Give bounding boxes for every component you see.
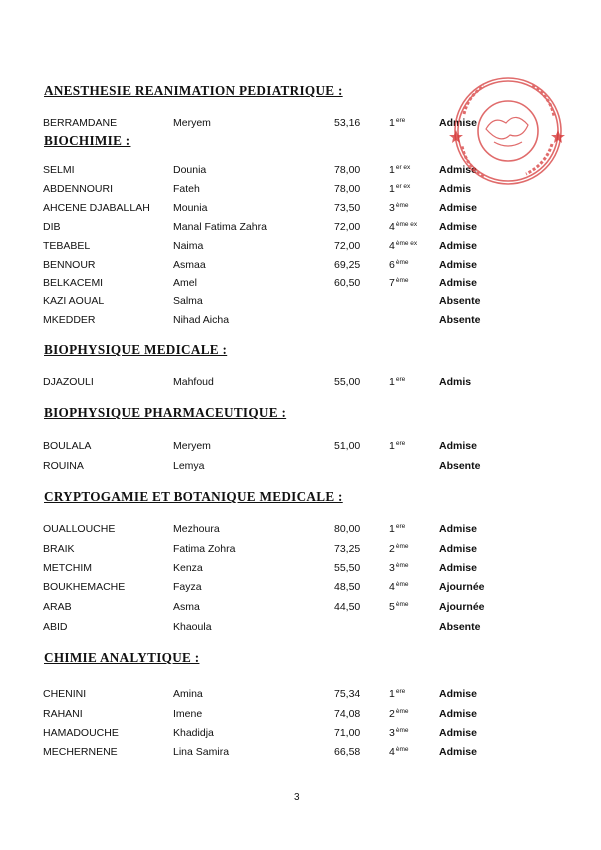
prenom: Asma (173, 601, 200, 613)
table-row (0, 295, 601, 311)
prenom: Fateh (173, 183, 200, 195)
rang: $4^{ème ex}$ (389, 240, 418, 252)
nom: DIB (43, 221, 61, 233)
prenom: Manal Fatima Zahra (173, 221, 267, 233)
table-row (0, 259, 601, 275)
table-row (0, 562, 601, 578)
resultat: Admise (439, 164, 477, 176)
prenom: Mahfoud (173, 376, 214, 388)
rang: 4ème (389, 581, 409, 593)
resultat: Admise (439, 117, 477, 129)
page-number: 3 (294, 792, 300, 803)
nom: SELMI (43, 164, 75, 176)
prenom: Meryem (173, 117, 211, 129)
note: 72,00 (334, 221, 361, 233)
note: 74,08 (334, 708, 361, 720)
nom: CHENINI (43, 688, 87, 700)
nom: BOULALA (43, 440, 92, 452)
prenom: Mezhoura (173, 523, 220, 535)
resultat: Admise (439, 523, 477, 535)
prenom: Salma (173, 295, 203, 307)
prenom: Asmaa (173, 259, 206, 271)
table-row (0, 460, 601, 476)
resultat: Ajournée (439, 601, 485, 613)
section-title-cryptogamie: CRYPTOGAMIE ET BOTANIQUE MEDICALE : (44, 489, 343, 504)
note: 71,00 (334, 727, 361, 739)
rang: 3ème (389, 202, 409, 214)
nom: BENNOUR (43, 259, 96, 271)
resultat: Absente (439, 460, 481, 472)
rang: 2ème (389, 543, 409, 555)
note: 78,00 (334, 183, 361, 195)
prenom: Fayza (173, 581, 202, 593)
prenom: Meryem (173, 440, 211, 452)
table-row (0, 688, 601, 704)
note: 78,00 (334, 164, 361, 176)
prenom: Dounia (173, 164, 207, 176)
note: 73,25 (334, 543, 361, 555)
resultat: Admise (439, 688, 477, 700)
resultat: Admise (439, 440, 477, 452)
nom: BOUKHEMACHE (43, 581, 126, 593)
rang: $4^{ème ex}$ (389, 221, 418, 233)
nom: DJAZOULI (43, 376, 94, 388)
resultat: Admise (439, 240, 477, 252)
nom: OUALLOUCHE (43, 523, 116, 535)
rang: 1ere (389, 117, 406, 129)
rang: 3ème (389, 727, 409, 739)
stamp-rings (455, 78, 561, 184)
resultat: Admis (439, 183, 472, 195)
note: 80,00 (334, 523, 361, 535)
resultat: Admise (439, 708, 477, 720)
note: 66,58 (334, 746, 361, 758)
prenom: Khadidja (173, 727, 214, 739)
table-row (0, 277, 601, 293)
prenom: Khaoula (173, 621, 212, 633)
rang: 4ème (389, 746, 409, 758)
resultat: Admise (439, 543, 477, 555)
table-row (0, 240, 601, 256)
prenom: Nihad Aicha (173, 314, 230, 326)
rang: 1ere (389, 376, 406, 388)
rang: 5ème (389, 601, 409, 613)
table-row (0, 708, 601, 724)
nom: BERRAMDANE (43, 117, 118, 129)
table-row (0, 746, 601, 762)
nom: HAMADOUCHE (43, 727, 119, 739)
nom: MECHERNENE (43, 746, 118, 758)
table-row (0, 621, 601, 637)
note: 51,00 (334, 440, 361, 452)
resultat: Admise (439, 259, 477, 271)
table-row (0, 440, 601, 456)
nom: ROUINA (43, 460, 84, 472)
rang: $1^{er ex}$ (389, 164, 411, 176)
rang: $1^{er ex}$ (389, 183, 411, 195)
prenom: Amel (173, 277, 197, 289)
prenom: Mounia (173, 202, 208, 214)
table-row (0, 727, 601, 743)
note: 44,50 (334, 601, 361, 613)
resultat: Admise (439, 562, 477, 574)
resultat: Absente (439, 621, 481, 633)
prenom: Lina Samira (173, 746, 230, 758)
rang: 1ere (389, 440, 406, 452)
note: 53,16 (334, 117, 361, 129)
nom: ABID (43, 621, 68, 633)
resultat: Admise (439, 746, 477, 758)
table-row (0, 202, 601, 218)
table-row (0, 314, 601, 330)
prenom: Fatima Zohra (173, 543, 236, 555)
table-row (0, 376, 601, 392)
note: 48,50 (334, 581, 361, 593)
nom: MKEDDER (43, 314, 96, 326)
prenom: Lemya (173, 460, 205, 472)
nom: ARAB (43, 601, 72, 613)
nom: AHCENE DJABALLAH (43, 202, 150, 214)
table-row (0, 581, 601, 597)
note: 60,50 (334, 277, 361, 289)
note: 55,50 (334, 562, 361, 574)
table-row (0, 221, 601, 237)
rang: 1ere (389, 688, 406, 700)
prenom: Amina (173, 688, 203, 700)
table-row (0, 601, 601, 617)
resultat: Absente (439, 295, 481, 307)
note: 55,00 (334, 376, 361, 388)
section-title-anesthesie: ANESTHESIE REANIMATION PEDIATRIQUE : (44, 83, 343, 98)
note: 73,50 (334, 202, 361, 214)
table-row (0, 523, 601, 539)
prenom: Naima (173, 240, 204, 252)
resultat: Admis (439, 376, 472, 388)
resultat: Admise (439, 727, 477, 739)
stamp-stars (449, 130, 565, 143)
official-stamp-icon (446, 74, 566, 189)
note: 72,00 (334, 240, 361, 252)
table-row (0, 543, 601, 559)
nom: RAHANI (43, 708, 83, 720)
resultat: Admise (439, 202, 477, 214)
note: 69,25 (334, 259, 361, 271)
nom: BELKACEMI (43, 277, 104, 289)
prenom: Imene (173, 708, 203, 720)
section-title-biophysique-pharmaceutique: BIOPHYSIQUE PHARMACEUTIQUE : (44, 405, 287, 420)
rang: 6ème (389, 259, 409, 271)
section-title-chimie-analytique: CHIMIE ANALYTIQUE : (44, 650, 200, 665)
rang: 3ème (389, 562, 409, 574)
note: 75,34 (334, 688, 361, 700)
resultat: Ajournée (439, 581, 485, 593)
resultat: Admise (439, 221, 477, 233)
nom: METCHIM (43, 562, 92, 574)
nom: BRAIK (43, 543, 75, 555)
nom: KAZI AOUAL (43, 295, 105, 307)
nom: TEBABEL (43, 240, 91, 252)
rang: 1ere (389, 523, 406, 535)
resultat: Admise (439, 277, 477, 289)
rang: 2ème (389, 708, 409, 720)
rang: 7ème (389, 277, 409, 289)
resultat: Absente (439, 314, 481, 326)
nom: ABDENNOURI (43, 183, 114, 195)
section-title-biophysique-medicale: BIOPHYSIQUE MEDICALE : (44, 342, 228, 357)
section-title-biochimie: BIOCHIMIE : (44, 133, 131, 148)
prenom: Kenza (173, 562, 203, 574)
